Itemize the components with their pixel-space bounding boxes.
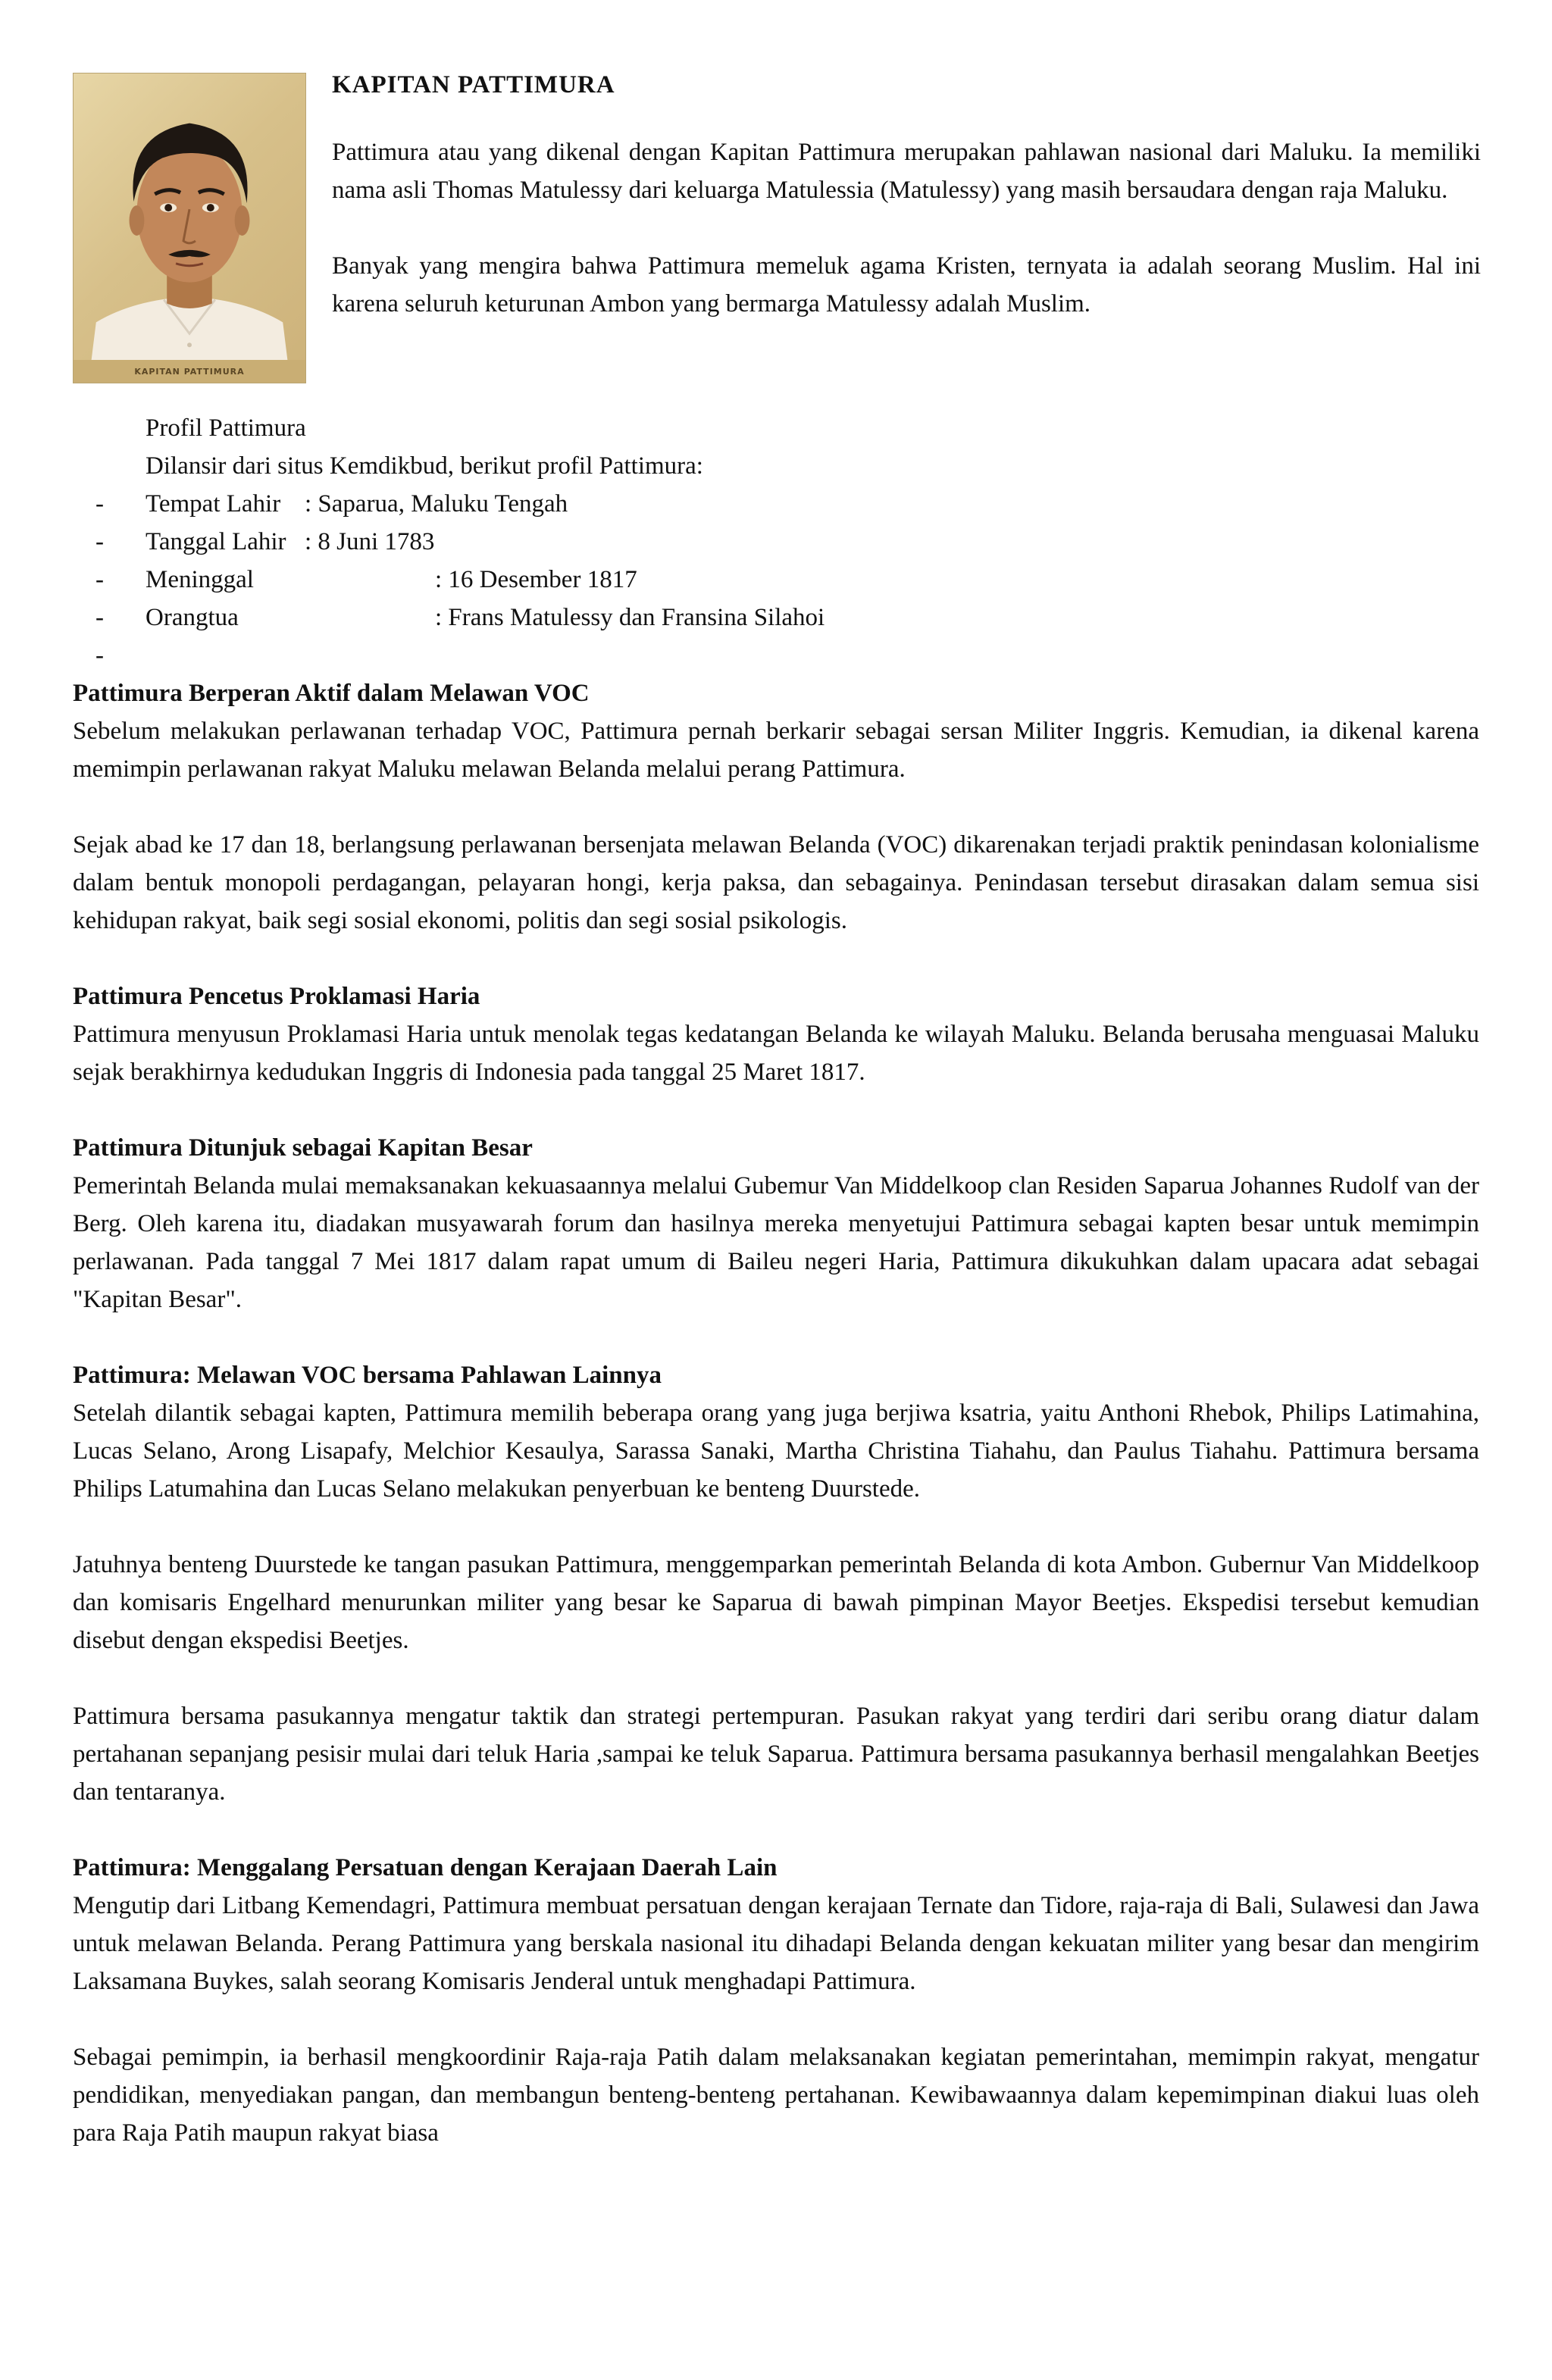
list-bullet: - bbox=[95, 490, 104, 518]
list-bullet: - bbox=[95, 566, 104, 593]
list-bullet: - bbox=[95, 604, 104, 631]
section-paragraph: Pemerintah Belanda mulai memaksanakan kekuasaannya melalui Gubemur Van Middelkoop clan Residen Saparua Johannes Rudolf van der Berg. Oleh karena itu, diadakan musyawarah forum dan hasilnya mereka menyetujui Pattimura sebagai kapten besar untuk memimpin perlawanan. Pada tanggal 7 Mei 1817 dalam rapat umum di Baileu negeri Haria, Pattimura dikukuhkan dalam upacara adat sebagai "Kapitan Besar". bbox=[73, 1172, 1479, 1313]
profile-source-line: Dilansir dari situs Kemdikbud, berikut profil Pattimura: bbox=[146, 452, 703, 480]
section-paragraph: Pattimura bersama pasukannya mengatur taktik dan strategi pertempuran. Pasukan rakyat yang terdiri dari seribu orang diatur dalam pertahanan sepanjang pesisir mulai dari teluk Haria ,sampai ke teluk Saparua. Pattimura bersama pasukannya berhasil mengalahkan Beetjes dan tentaranya. bbox=[73, 1703, 1479, 1806]
profile-value: : 8 Juni 1783 bbox=[305, 528, 435, 555]
profile-heading: Profil Pattimura bbox=[146, 414, 306, 442]
section-title: Pattimura Pencetus Proklamasi Haria bbox=[73, 983, 480, 1010]
section-berperan-aktif bbox=[73, 674, 1479, 940]
section-persatuan bbox=[73, 1849, 1479, 2152]
profile-value: : Saparua, Maluku Tengah bbox=[305, 490, 568, 518]
sections-container bbox=[73, 674, 1479, 2190]
list-bullet: - bbox=[95, 528, 104, 555]
portrait-illustration bbox=[74, 73, 305, 383]
portrait-image bbox=[73, 73, 306, 383]
profile-item-empty bbox=[73, 636, 1482, 674]
section-title: Pattimura Ditunjuk sebagai Kapitan Besar bbox=[73, 1134, 533, 1162]
section-proklamasi-haria bbox=[73, 977, 1479, 1091]
section-paragraph: Jatuhnya benteng Duurstede ke tangan pasukan Pattimura, menggemparkan pemerintah Belanda di kota Ambon. Gubernur Van Middelkoop dan komisaris Engelhard menurunkan militer yang besar ke Saparua di bawah pimpinan Mayor Beetjes. Ekspedisi tersebut kemudian disebut dengan ekspedisi Beetjes. bbox=[73, 1551, 1479, 1654]
section-title: Pattimura: Melawan VOC bersama Pahlawan Lainnya bbox=[73, 1362, 662, 1389]
section-melawan-voc bbox=[73, 1356, 1479, 1811]
list-bullet: - bbox=[95, 642, 104, 669]
intro-paragraph: Banyak yang mengira bahwa Pattimura memeluk agama Kristen, ternyata ia adalah seorang Muslim. Hal ini karena seluruh keturunan Ambon yang bermarga Matulessy adalah Muslim. bbox=[332, 252, 1481, 317]
section-title: Pattimura Berperan Aktif dalam Melawan VOC bbox=[73, 680, 590, 707]
section-paragraph: Sebelum melakukan perlawanan terhadap VOC, Pattimura pernah berkarir sebagai sersan Militer Inggris. Kemudian, ia dikenal karena memimpin perlawanan rakyat Maluku melawan Belanda melalui perang Pattimura. bbox=[73, 718, 1479, 783]
section-title: Pattimura: Menggalang Persatuan dengan Kerajaan Daerah Lain bbox=[73, 1854, 778, 1881]
profile-label: Orangtua bbox=[146, 604, 239, 631]
intro-paragraph: Pattimura atau yang dikenal dengan Kapitan Pattimura merupakan pahlawan nasional dari Maluku. Ia memiliki nama asli Thomas Matulessy dari keluarga Matulessia (Matulessy) yang masih bersaudara dengan raja Maluku. bbox=[332, 139, 1481, 204]
profile-label: Tanggal Lahir bbox=[146, 528, 286, 555]
intro-block bbox=[332, 70, 1481, 323]
profile-block bbox=[73, 409, 1482, 674]
profile-value: : Frans Matulessy dan Fransina Silahoi bbox=[435, 604, 825, 631]
profile-item bbox=[73, 523, 1482, 561]
portrait-caption: KAPITAN PATTIMURA bbox=[134, 366, 245, 377]
section-paragraph: Pattimura menyusun Proklamasi Haria untuk menolak tegas kedatangan Belanda ke wilayah Maluku. Belanda berusaha menguasai Maluku sejak berakhirnya kedudukan Inggris di Indonesia pada tanggal 25 Maret 1817. bbox=[73, 1021, 1479, 1086]
document-title: KAPITAN PATTIMURA bbox=[332, 71, 615, 99]
section-paragraph: Mengutip dari Litbang Kemendagri, Pattimura membuat persatuan dengan kerajaan Ternate dan Tidore, raja-raja di Bali, Sulawesi dan Jawa untuk melawan Belanda. Perang Pattimura yang berskala nasional itu dihadapi Belanda dengan kekuatan militer yang besar dan mengirim Laksamana Buykes, salah seorang Komisaris Jenderal untuk menghadapi Pattimura. bbox=[73, 1892, 1479, 1995]
profile-item bbox=[73, 561, 1482, 599]
profile-label: Tempat Lahir bbox=[146, 490, 281, 518]
section-kapitan-besar bbox=[73, 1129, 1479, 1318]
profile-item bbox=[73, 485, 1482, 523]
profile-value: : 16 Desember 1817 bbox=[435, 566, 637, 593]
section-paragraph: Sebagai pemimpin, ia berhasil mengkoordinir Raja-raja Patih dalam melaksanakan kegiatan pemerintahan, memimpin rakyat, mengatur pendidikan, menyediakan pangan, dan membangun benteng-benteng pertahanan. Kewibawaannya dalam kepemimpinan diakui luas oleh para Raja Patih maupun rakyat biasa bbox=[73, 2044, 1479, 2147]
portrait-caption-bar bbox=[74, 360, 305, 383]
profile-item bbox=[73, 599, 1482, 636]
profile-label: Meninggal bbox=[146, 566, 254, 593]
section-paragraph: Sejak abad ke 17 dan 18, berlangsung perlawanan bersenjata melawan Belanda (VOC) dikarenakan terjadi praktik penindasan kolonialisme dalam bentuk monopoli perdagangan, pelayaran hongi, kerja paksa, dan sebagainya. Penindasan tersebut dirasakan dalam semua sisi kehidupan rakyat, baik segi sosial ekonomi, politis dan segi sosial psikologis. bbox=[73, 831, 1479, 934]
section-paragraph: Setelah dilantik sebagai kapten, Pattimura memilih beberapa orang yang juga berjiwa ksatria, yaitu Anthoni Rhebok, Philips Latimahina, Lucas Selano, Arong Lisapafy, Melchior Kesaulya, Sarassa Sanaki, Martha Christina Tiahahu, dan Paulus Tiahahu. Pattimura bersama Philips Latumahina dan Lucas Selano melakukan penyerbuan ke benteng Duurstede. bbox=[73, 1400, 1479, 1503]
